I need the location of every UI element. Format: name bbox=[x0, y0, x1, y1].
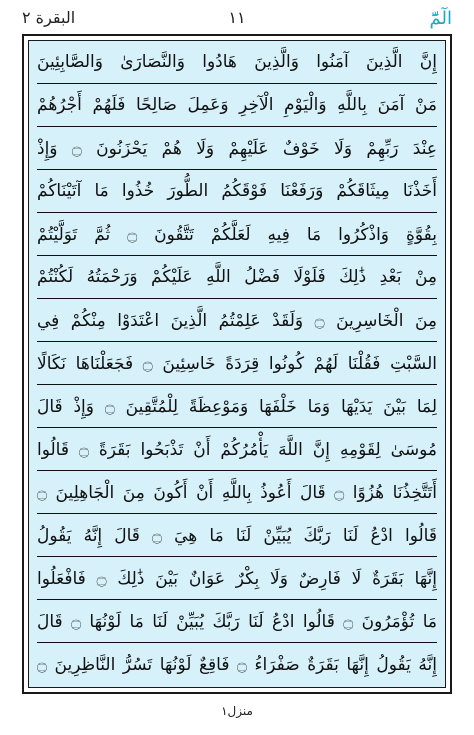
verse-line-12: قَالُوا ادْعُ لَنَا رَبَّكَ يُبَيِّنْ لَنَا مَا هِيَ ۝ قَالَ إِنَّهُ يَقُولُ bbox=[37, 514, 437, 557]
verse-line-14: مَا تُؤْمَرُونَ ۝ قَالُوا ادْعُ لَنَا رَبَّكَ يُبَيِّنْ لَنَا مَا لَوْنُهَا ۝ قَالَ bbox=[37, 600, 437, 643]
verse-line-15: إِنَّهُ يَقُولُ إِنَّهَا بَقَرَةٌ صَفْرَاءُ ۝ فَاقِعٌ لَوْنُهَا تَسُرُّ النَّاظِرِينَ ۝ bbox=[37, 655, 437, 675]
verse-line-1: إِنَّ الَّذِينَ آمَنُوا وَالَّذِينَ هَادُوا وَالنَّصَارَىٰ وَالصَّابِئِينَ bbox=[37, 41, 437, 84]
page-border bbox=[22, 34, 452, 694]
verse-lines bbox=[37, 41, 437, 687]
verse-line-2: مَنْ آمَنَ بِاللَّهِ وَالْيَوْمِ الْآخِرِ وَعَمِلَ صَالِحًا فَلَهُمْ أَجْرُهُمْ bbox=[37, 84, 437, 127]
page-number: ١١ bbox=[228, 8, 246, 27]
verse-line-11: أَتَتَّخِذُنَا هُزُوًا ۝ قَالَ أَعُوذُ بِاللَّهِ أَنْ أَكُونَ مِنَ الْجَاهِلِينَ ۝ bbox=[37, 471, 437, 514]
verse-line-8: السَّبْتِ فَقُلْنَا لَهُمْ كُونُوا قِرَدَةً خَاسِئِينَ ۝ فَجَعَلْنَاهَا نَكَالًا bbox=[37, 342, 437, 385]
verse-line-9: لِمَا بَيْنَ يَدَيْهَا وَمَا خَلْفَهَا وَمَوْعِظَةً لِلْمُتَّقِينَ ۝ وَإِذْ قَالَ bbox=[37, 385, 437, 428]
verse-line-3: عِنْدَ رَبِّهِمْ وَلَا خَوْفٌ عَلَيْهِمْ وَلَا هُمْ يَحْزَنُونَ ۝ وَإِذْ bbox=[37, 127, 437, 170]
page-header bbox=[22, 0, 452, 36]
verse-line-4: أَخَذْنَا مِيثَاقَكُمْ وَرَفَعْنَا فَوْقَكُمُ الطُّورَ خُذُوا مَا آتَيْنَاكُمْ bbox=[37, 170, 437, 213]
verse-line-10: مُوسَىٰ لِقَوْمِهِ إِنَّ اللَّهَ يَأْمُرُكُمْ أَنْ تَذْبَحُوا بَقَرَةً ۝ قَالُوا bbox=[37, 428, 437, 471]
verse-line-7: مِنَ الْخَاسِرِينَ ۝ وَلَقَدْ عَلِمْتُمُ الَّذِينَ اعْتَدَوْا مِنْكُمْ فِي bbox=[37, 299, 437, 342]
verse-line-13: إِنَّهَا بَقَرَةٌ لَا فَارِضٌ وَلَا بِكْرٌ عَوَانٌ بَيْنَ ذَٰلِكَ ۝ فَافْعَلُوا bbox=[37, 557, 437, 600]
verse-line-6: مِنْ بَعْدِ ذَٰلِكَ فَلَوْلَا فَضْلُ اللَّهِ عَلَيْكُمْ وَرَحْمَتُهُ لَكُنْتُمْ bbox=[37, 256, 437, 299]
verse-line-5: بِقُوَّةٍ وَاذْكُرُوا مَا فِيهِ لَعَلَّكُمْ تَتَّقُونَ ۝ ثُمَّ تَوَلَّيْتُمْ bbox=[37, 213, 437, 256]
surah-name: البقرة ٢ bbox=[22, 8, 76, 27]
text-panel bbox=[28, 40, 446, 688]
manzil-footer: منزل١ bbox=[221, 704, 253, 718]
juz-label: الٓمّٓ bbox=[429, 8, 452, 29]
